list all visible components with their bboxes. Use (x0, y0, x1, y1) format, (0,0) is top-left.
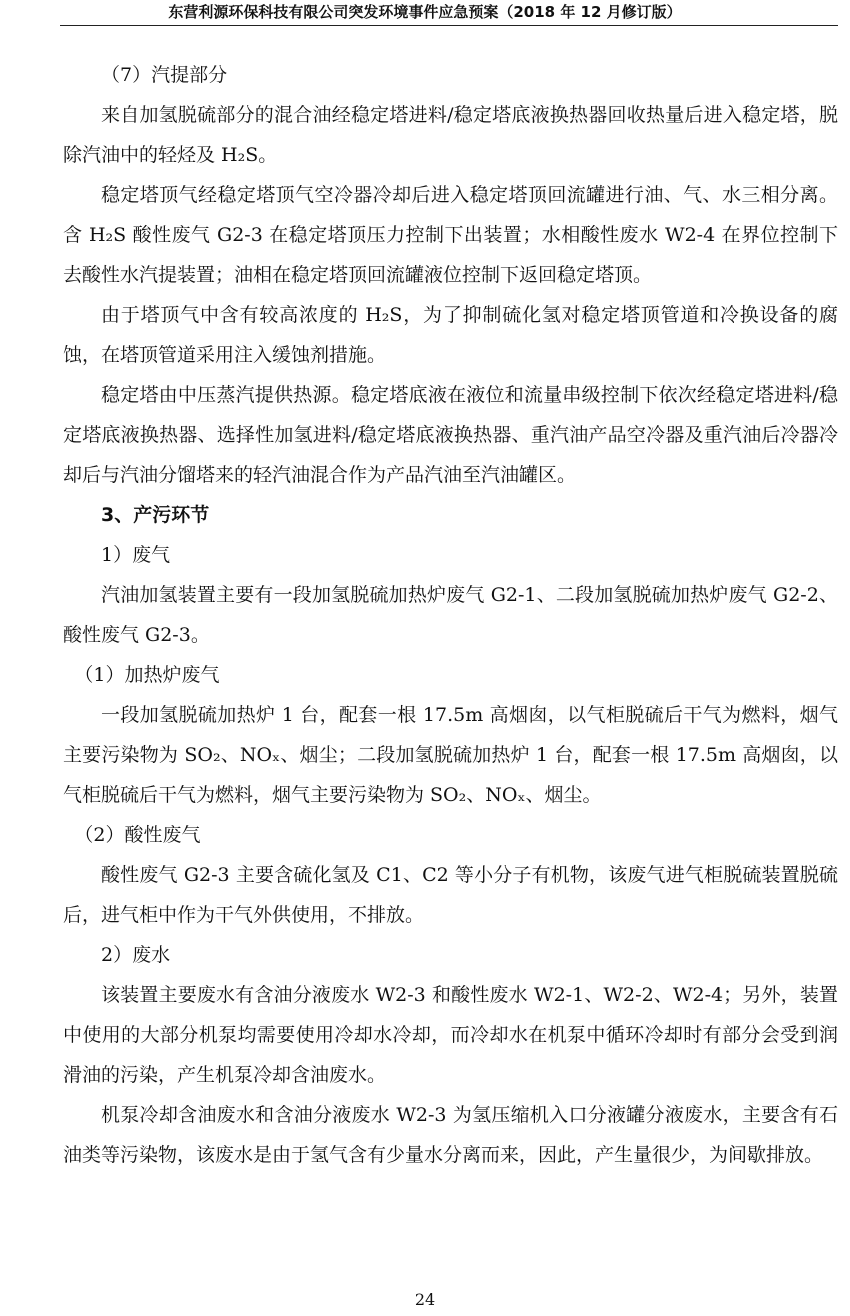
paragraph: 该装置主要废水有含油分液废水 W2-3 和酸性废水 W2-1、W2-2、W2-4；另外，装置中使用的大部分机泵均需要使用冷却水冷却，而冷却水在机泵中循环冷却时有部分会受到润滑油的污染，产生机泵冷却含油废水。 (63, 984, 838, 1086)
paragraph: 酸性废气 G2-3 主要含硫化氢及 C1、C2 等小分子有机物，该废气进气柜脱硫装置脱硫后，进气柜中作为干气外供使用，不排放。 (63, 864, 838, 926)
paragraph: 一段加氢脱硫加热炉 1 台，配套一根 17.5m 高烟囱，以气柜脱硫后干气为燃料，烟气主要污染物为 SO₂、NOₓ、烟尘；二段加氢脱硫加热炉 1 台，配套一根 17.5m 高烟囱，以气柜脱硫后干气为燃料，烟气主要污染物为 SO₂、NOₓ、烟尘。 (63, 704, 838, 806)
header-divider (60, 25, 838, 26)
document-body (63, 55, 838, 1175)
subheading-wastewater: 2）废水 (101, 944, 171, 966)
paragraph: 稳定塔由中压蒸汽提供热源。稳定塔底液在液位和流量串级控制下依次经稳定塔进料/稳定塔底液换热器、选择性加氢进料/稳定塔底液换热器、重汽油产品空冷器及重汽油后冷器冷却后与汽油分馏塔来的轻汽油混合作为产品汽油至汽油罐区。 (63, 384, 838, 486)
paragraph: 稳定塔顶气经稳定塔顶气空冷器冷却后进入稳定塔顶回流罐进行油、气、水三相分离。含 H₂S 酸性废气 G2-3 在稳定塔顶压力控制下出装置；水相酸性废水 W2-4 在界位控制下去酸性水汽提装置；油相在稳定塔顶回流罐液位控制下返回稳定塔顶。 (63, 184, 838, 286)
section-heading-stripping: （7）汽提部分 (101, 64, 228, 86)
page-number: 24 (414, 1290, 436, 1309)
subheading-furnace-gas: （1）加热炉废气 (74, 664, 220, 686)
page-header: 东营利源环保科技有限公司突发环境事件应急预案（2018 年 12 月修订版） (168, 3, 682, 21)
subheading-acid-gas: （2）酸性废气 (74, 824, 201, 846)
subheading-waste-gas: 1）废气 (101, 544, 171, 566)
paragraph: 由于塔顶气中含有较高浓度的 H₂S，为了抑制硫化氢对稳定塔顶管道和冷换设备的腐蚀，在塔顶管道采用注入缓蚀剂措施。 (63, 304, 838, 366)
section-heading-pollution: 3、产污环节 (101, 504, 210, 526)
paragraph: 汽油加氢装置主要有一段加氢脱硫加热炉废气 G2-1、二段加氢脱硫加热炉废气 G2-2、酸性废气 G2-3。 (63, 584, 838, 646)
paragraph: 机泵冷却含油废水和含油分液废水 W2-3 为氢压缩机入口分液罐分液废水，主要含有石油类等污染物，该废水是由于氢气含有少量水分离而来，因此，产生量很少，为间歇排放。 (63, 1104, 838, 1166)
paragraph: 来自加氢脱硫部分的混合油经稳定塔进料/稳定塔底液换热器回收热量后进入稳定塔，脱除汽油中的轻烃及 H₂S。 (63, 104, 838, 166)
